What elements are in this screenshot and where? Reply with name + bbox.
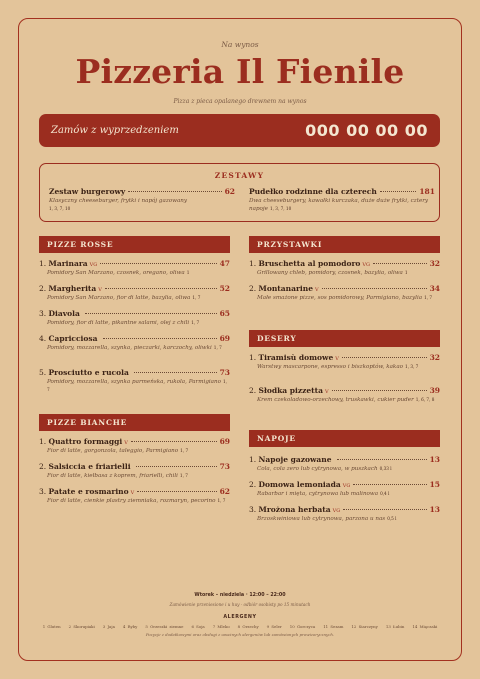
item-desc: Klasyczny cheeseburger, frytki i napój gazowany <box>49 198 188 204</box>
item-name: Marinara <box>48 259 88 268</box>
diet-tag: V <box>98 287 102 293</box>
item-desc: Fior di latte, cienkie plastry ziemniaka, rozmaryn, pecorino <box>47 498 216 504</box>
item-price: 13 <box>429 455 440 464</box>
menu-item <box>39 437 230 456</box>
leader-dots <box>105 288 217 289</box>
section-header-napoje: NAPOJE <box>249 430 440 447</box>
section-header-desery: DESERY <box>249 330 440 347</box>
leader-dots <box>343 509 426 510</box>
allergen-entry: 12 Siarczyny <box>351 624 378 629</box>
item-price: 39 <box>429 386 440 395</box>
allergen-entry: 10 Gorczyca <box>289 624 316 629</box>
zestaw-item <box>249 187 435 213</box>
item-name: Pudełko rodzinne dla czterech <box>249 187 377 196</box>
item-name: Słodka pizzetta <box>258 386 323 395</box>
item-desc: Fior di latte, kiełbasa z koprem, friarielli, chili <box>47 473 178 479</box>
item-price: 65 <box>219 309 230 318</box>
top-note: Na wynos <box>221 40 259 49</box>
item-allergens: 1, 7 <box>47 379 227 392</box>
item-name: Diavola <box>48 309 80 318</box>
menu-item <box>249 353 440 372</box>
leader-dots <box>322 288 427 289</box>
page-title: Pizzeria Il Fienile <box>75 52 405 91</box>
allergen-entry: 11 Sezam <box>323 624 344 629</box>
item-name: Quattro formaggi <box>48 437 123 446</box>
item-desc: Pomidory, mozzarella, szynka parmeńska, rukola, Parmigiano <box>47 379 221 385</box>
item-allergens: 1, 7 <box>191 320 200 325</box>
item-number: 4. <box>39 334 47 343</box>
section-header-pizze-bianche: PIZZE BIANCHE <box>39 414 230 431</box>
diet-tag: VG <box>332 508 341 514</box>
menu-item <box>249 480 440 499</box>
item-volume: 0,4 l <box>380 491 390 496</box>
leader-dots <box>353 484 426 485</box>
item-price: 69 <box>219 334 230 343</box>
item-allergens: 1, 7 <box>192 295 201 300</box>
opening-hours: Wtorek – niedziela · 12:00 – 22:00 <box>194 593 286 598</box>
item-price: 181 <box>419 187 435 196</box>
item-price: 52 <box>219 284 230 293</box>
item-allergens: 1, 7 <box>424 295 433 300</box>
leader-dots <box>100 263 216 264</box>
allergen-entry: 4 Ryby <box>122 624 138 629</box>
tagline: Pizza z pieca opalanego drewnem na wynos <box>173 98 307 105</box>
item-number: 3. <box>39 309 47 318</box>
item-price: 15 <box>429 480 440 489</box>
item-number: 1. <box>39 437 47 446</box>
item-allergens: 1 <box>404 270 408 275</box>
leader-dots <box>131 441 217 442</box>
diet-tag: V <box>130 490 135 496</box>
item-name: Bruschetta al pomodoro <box>258 259 361 268</box>
item-name: Mrożona herbata <box>258 505 331 514</box>
allergen-entry: 1 Gluten <box>42 624 61 629</box>
allergen-entry: 7 Mleko <box>212 624 230 629</box>
leader-dots <box>128 191 221 192</box>
item-desc: Krem czekoladowo-orzechowy, truskawki, cukier puder <box>257 397 414 403</box>
menu-item <box>249 284 440 303</box>
section-header-przystawki: PRZYSTAWKI <box>249 236 440 253</box>
item-number: 1. <box>39 259 47 268</box>
item-number: 2. <box>249 386 257 395</box>
allergen-entry: 13 Łubin <box>385 624 405 629</box>
allergen-entry: 2 Skorupiaki <box>68 624 95 629</box>
diet-tag: VG <box>362 262 371 268</box>
item-allergens: 1, 7 <box>217 498 226 503</box>
item-desc: Rabarbar i mięta, cytrynowa lub malinowa <box>257 491 379 497</box>
item-name: Domowa lemoniada <box>258 480 341 489</box>
item-name: Patate e rosmarino <box>48 487 129 496</box>
item-desc: Warstwy mascarpone, espresso i biszkoptów, kakao <box>257 364 404 370</box>
item-number: 1. <box>249 259 257 268</box>
leader-dots <box>134 372 217 373</box>
leader-dots <box>137 491 216 492</box>
menu-item <box>249 386 440 405</box>
item-number: 5. <box>39 368 47 377</box>
item-price: 73 <box>219 462 230 471</box>
item-allergens: 1, 3, 7, 10 <box>269 205 292 211</box>
zestawy-title: ZESTAWY <box>214 171 265 180</box>
item-number: 1. <box>249 455 257 464</box>
menu-item <box>39 462 230 481</box>
order-bar <box>39 114 440 147</box>
item-name: Capricciosa <box>48 334 98 343</box>
allergen-entry: 6 Soja <box>191 624 205 629</box>
leader-dots <box>103 338 217 339</box>
item-number: 3. <box>249 505 257 514</box>
item-allergens: 1, 7 <box>213 345 222 350</box>
menu-item <box>249 505 440 524</box>
item-price: 32 <box>429 353 440 362</box>
item-desc: Pomidory, fior di latte, pikantne salami, olej z chili <box>47 320 190 326</box>
leader-dots <box>337 459 427 460</box>
item-allergens: 1, 7 <box>179 473 188 478</box>
diet-tag: V <box>324 389 329 395</box>
item-number: 2. <box>249 284 257 293</box>
menu-item <box>39 368 230 394</box>
menu-item <box>39 487 230 506</box>
item-number: 2. <box>39 284 47 293</box>
menu-item <box>249 455 440 474</box>
leader-dots <box>85 313 217 314</box>
leader-dots <box>332 390 427 391</box>
section-header-pizze-rosse: PIZZE ROSSE <box>39 236 230 253</box>
diet-tag: V <box>314 287 319 293</box>
item-number: 3. <box>39 487 47 496</box>
item-desc: Grillowany chleb, pomidory, czosnek, bazylia, oliwa <box>257 270 403 276</box>
item-name: Zestaw burgerowy <box>49 187 126 196</box>
item-price: 13 <box>429 505 440 514</box>
diet-tag: V <box>124 440 128 446</box>
menu-item <box>39 309 230 328</box>
item-desc: Pomidory San Marzano, fior di latte, bazylia, oliwa <box>47 295 191 301</box>
item-desc: Fior di latte, gorgonzola, taleggio, Parmigiano <box>47 448 179 454</box>
item-allergens: 1, 7 <box>180 448 189 453</box>
menu-item <box>39 259 230 278</box>
menu-item <box>39 334 230 353</box>
item-price: 62 <box>219 487 230 496</box>
item-price: 34 <box>429 284 440 293</box>
item-desc: Pomidory, mozzarella, szynka, pieczarki, karczochy, oliwki <box>47 345 212 351</box>
item-name: Napoje gazowane <box>258 455 332 464</box>
order-phone[interactable]: 000 00 00 00 <box>305 121 428 140</box>
item-volume: 0,5 l <box>387 516 397 521</box>
menu-item <box>249 259 440 278</box>
item-desc: Dwa cheeseburgery, kawałki kurczaka, duże duże frytki, cztery napoje <box>249 198 429 212</box>
item-desc: Małe smażone pizze, sos pomidorowy, Parmigiano, bazylia <box>257 295 423 301</box>
allergens-title: ALERGENY <box>223 615 257 620</box>
menu-item <box>39 284 230 303</box>
allergen-entry: 3 Jaja <box>102 624 115 629</box>
leader-dots <box>373 263 427 264</box>
item-name: Tiramisù domowe <box>258 353 334 362</box>
allergens-note: Pozycje z dodatkowymi oraz obsługi z uważnych alergenów lub zamówionych prowizorycznych. <box>145 632 335 637</box>
item-name: Montanarine <box>258 284 313 293</box>
item-allergens: 1, 6, 7, 8 <box>415 397 435 402</box>
item-allergens: 1 <box>186 270 190 275</box>
item-desc: Brzoskwiniowa lub cytrynowa, parzona u nas <box>257 516 386 522</box>
item-allergens: 1, 3, 7 <box>405 364 419 369</box>
allergen-entry: 14 Mięczaki <box>412 624 438 629</box>
item-name: Salsiccia e friarielli <box>48 462 131 471</box>
allergen-entry: 9 Seler <box>266 624 282 629</box>
diet-tag: V <box>335 356 339 362</box>
item-price: 47 <box>219 259 230 268</box>
allergens-list <box>30 624 450 629</box>
item-number: 2. <box>39 462 47 471</box>
item-price: 32 <box>429 259 440 268</box>
item-desc: Pomidory San Marzano, czosnek, oregano, oliwa <box>47 270 185 276</box>
diet-tag: VG <box>89 262 98 268</box>
diet-tag: VG <box>342 483 351 489</box>
delivery-note: Zamówienie przeniesione i u huy · odbiór osobisty po 15 minutach <box>169 602 311 607</box>
allergen-entry: 8 Orzechy <box>237 624 259 629</box>
zestaw-item <box>49 187 235 213</box>
leader-dots <box>380 191 417 192</box>
item-name: Margherita <box>48 284 97 293</box>
leader-dots <box>136 466 217 467</box>
item-price: 62 <box>224 187 235 196</box>
item-volume: 0,33 l <box>379 466 392 471</box>
item-name: Prosciutto e rucola <box>48 368 129 377</box>
item-allergens: 1, 3, 7, 10 <box>49 205 71 211</box>
item-desc: Cola, cola zero lub cytrynowa, w puszkach <box>257 466 378 472</box>
item-price: 69 <box>219 437 230 446</box>
item-number: 2. <box>249 480 257 489</box>
allergen-entry: 5 Orzeszki ziemne <box>145 624 184 629</box>
order-label: Zamów z wyprzedzeniem <box>51 125 179 136</box>
zestawy-box <box>39 163 440 222</box>
item-price: 73 <box>219 368 230 377</box>
item-number: 1. <box>249 353 257 362</box>
leader-dots <box>342 357 427 358</box>
